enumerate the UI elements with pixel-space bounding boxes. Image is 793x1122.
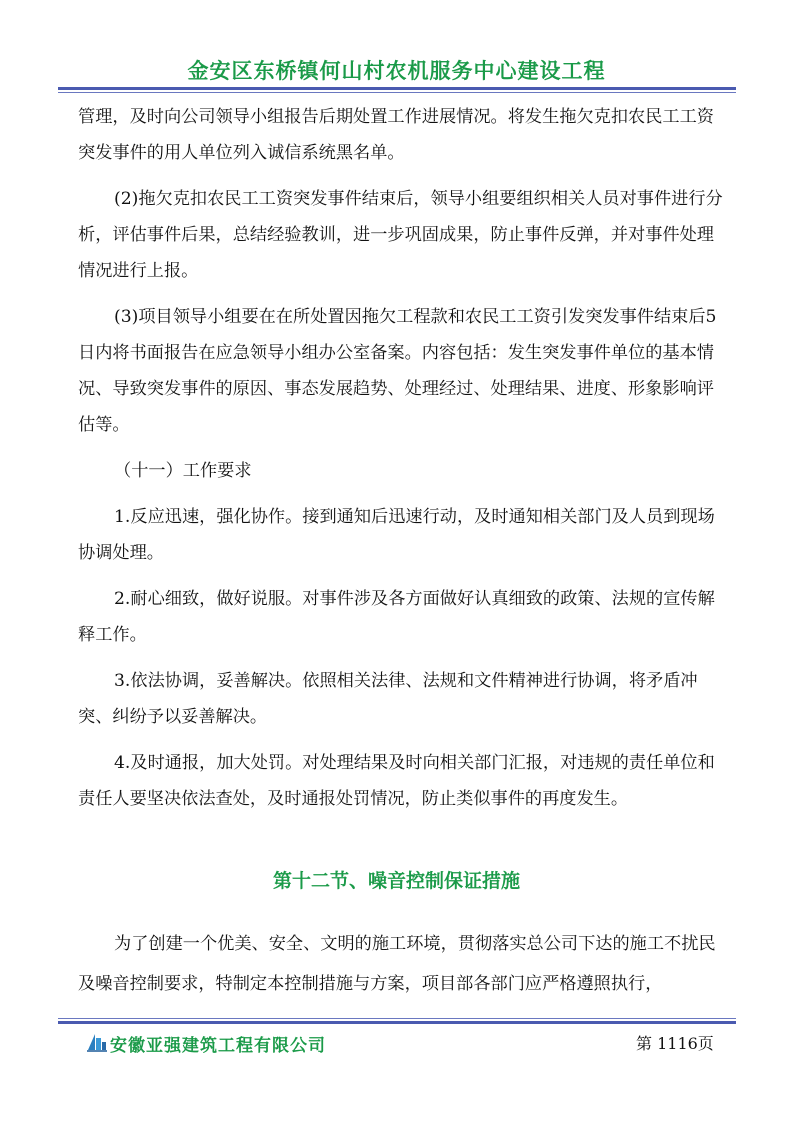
paragraph: 3.依法协调，妥善解决。依照相关法律、法规和文件精神进行协调，将矛盾冲突、纠纷予以妥善解决。 bbox=[78, 671, 698, 727]
body-text bbox=[78, 99, 726, 817]
paragraph: 1.反应迅速，强化协作。接到通知后迅速行动，及时通知相关部门及人员到现场协调处理。 bbox=[78, 507, 715, 563]
paragraph: 为了创建一个优美、安全、文明的施工环境，贯彻落实总公司下达的施工不扰民及噪音控制要求，特制定本控制措施与方案，项目部各部门应严格遵照执行， bbox=[78, 934, 716, 994]
paragraph: 2.耐心细致，做好说服。对事件涉及各方面做好认真细致的政策、法规的宣传解释工作。 bbox=[78, 589, 715, 645]
paragraph: (2)拖欠克扣农民工工资突发事件结束后，领导小组要组织相关人员对事件进行分析，评估事件后果，总结经验教训，进一步巩固成果，防止事件反弹，并对事件处理情况进行上报。 bbox=[78, 189, 723, 281]
footer-company-name: 安徽亚强建筑工程有限公司 bbox=[110, 1036, 326, 1056]
building-logo-icon bbox=[86, 1030, 108, 1052]
paragraph-continuation: 管理，及时向公司领导小组报告后期处置工作进展情况。将发生拖欠克扣农民工工资突发事件的用人单位列入诚信系统黑名单。 bbox=[78, 107, 714, 163]
header-title: 金安区东桥镇何山村农机服务中心建设工程 bbox=[187, 59, 606, 83]
header-rule-thin bbox=[58, 92, 736, 93]
paragraph: 4.及时通报，加大处罚。对处理结果及时向相关部门汇报，对违规的责任单位和责任人要坚决依法查处，及时通报处罚情况，防止类似事件的再度发生。 bbox=[78, 753, 715, 809]
page-number: 第 1116页 bbox=[636, 1034, 714, 1053]
header-rule-thick bbox=[58, 87, 736, 90]
subheading-work-requirements: （十一）工作要求 bbox=[114, 461, 252, 481]
footer-rule-thin bbox=[58, 1018, 736, 1019]
section-body bbox=[78, 924, 726, 1004]
footer-rule-thick bbox=[58, 1021, 736, 1024]
section-heading: 第十二节、噪音控制保证措施 bbox=[272, 870, 520, 892]
paragraph: (3)项目领导小组要在在所处置因拖欠工程款和农民工工资引发突发事件结束后5日内将书面报告在应急领导小组办公室备案。内容包括：发生突发事件单位的基本情况、导致突发事件的原因、事态发展趋势、处理经过、处理结果、进度、形象影响评估等。 bbox=[78, 307, 717, 435]
